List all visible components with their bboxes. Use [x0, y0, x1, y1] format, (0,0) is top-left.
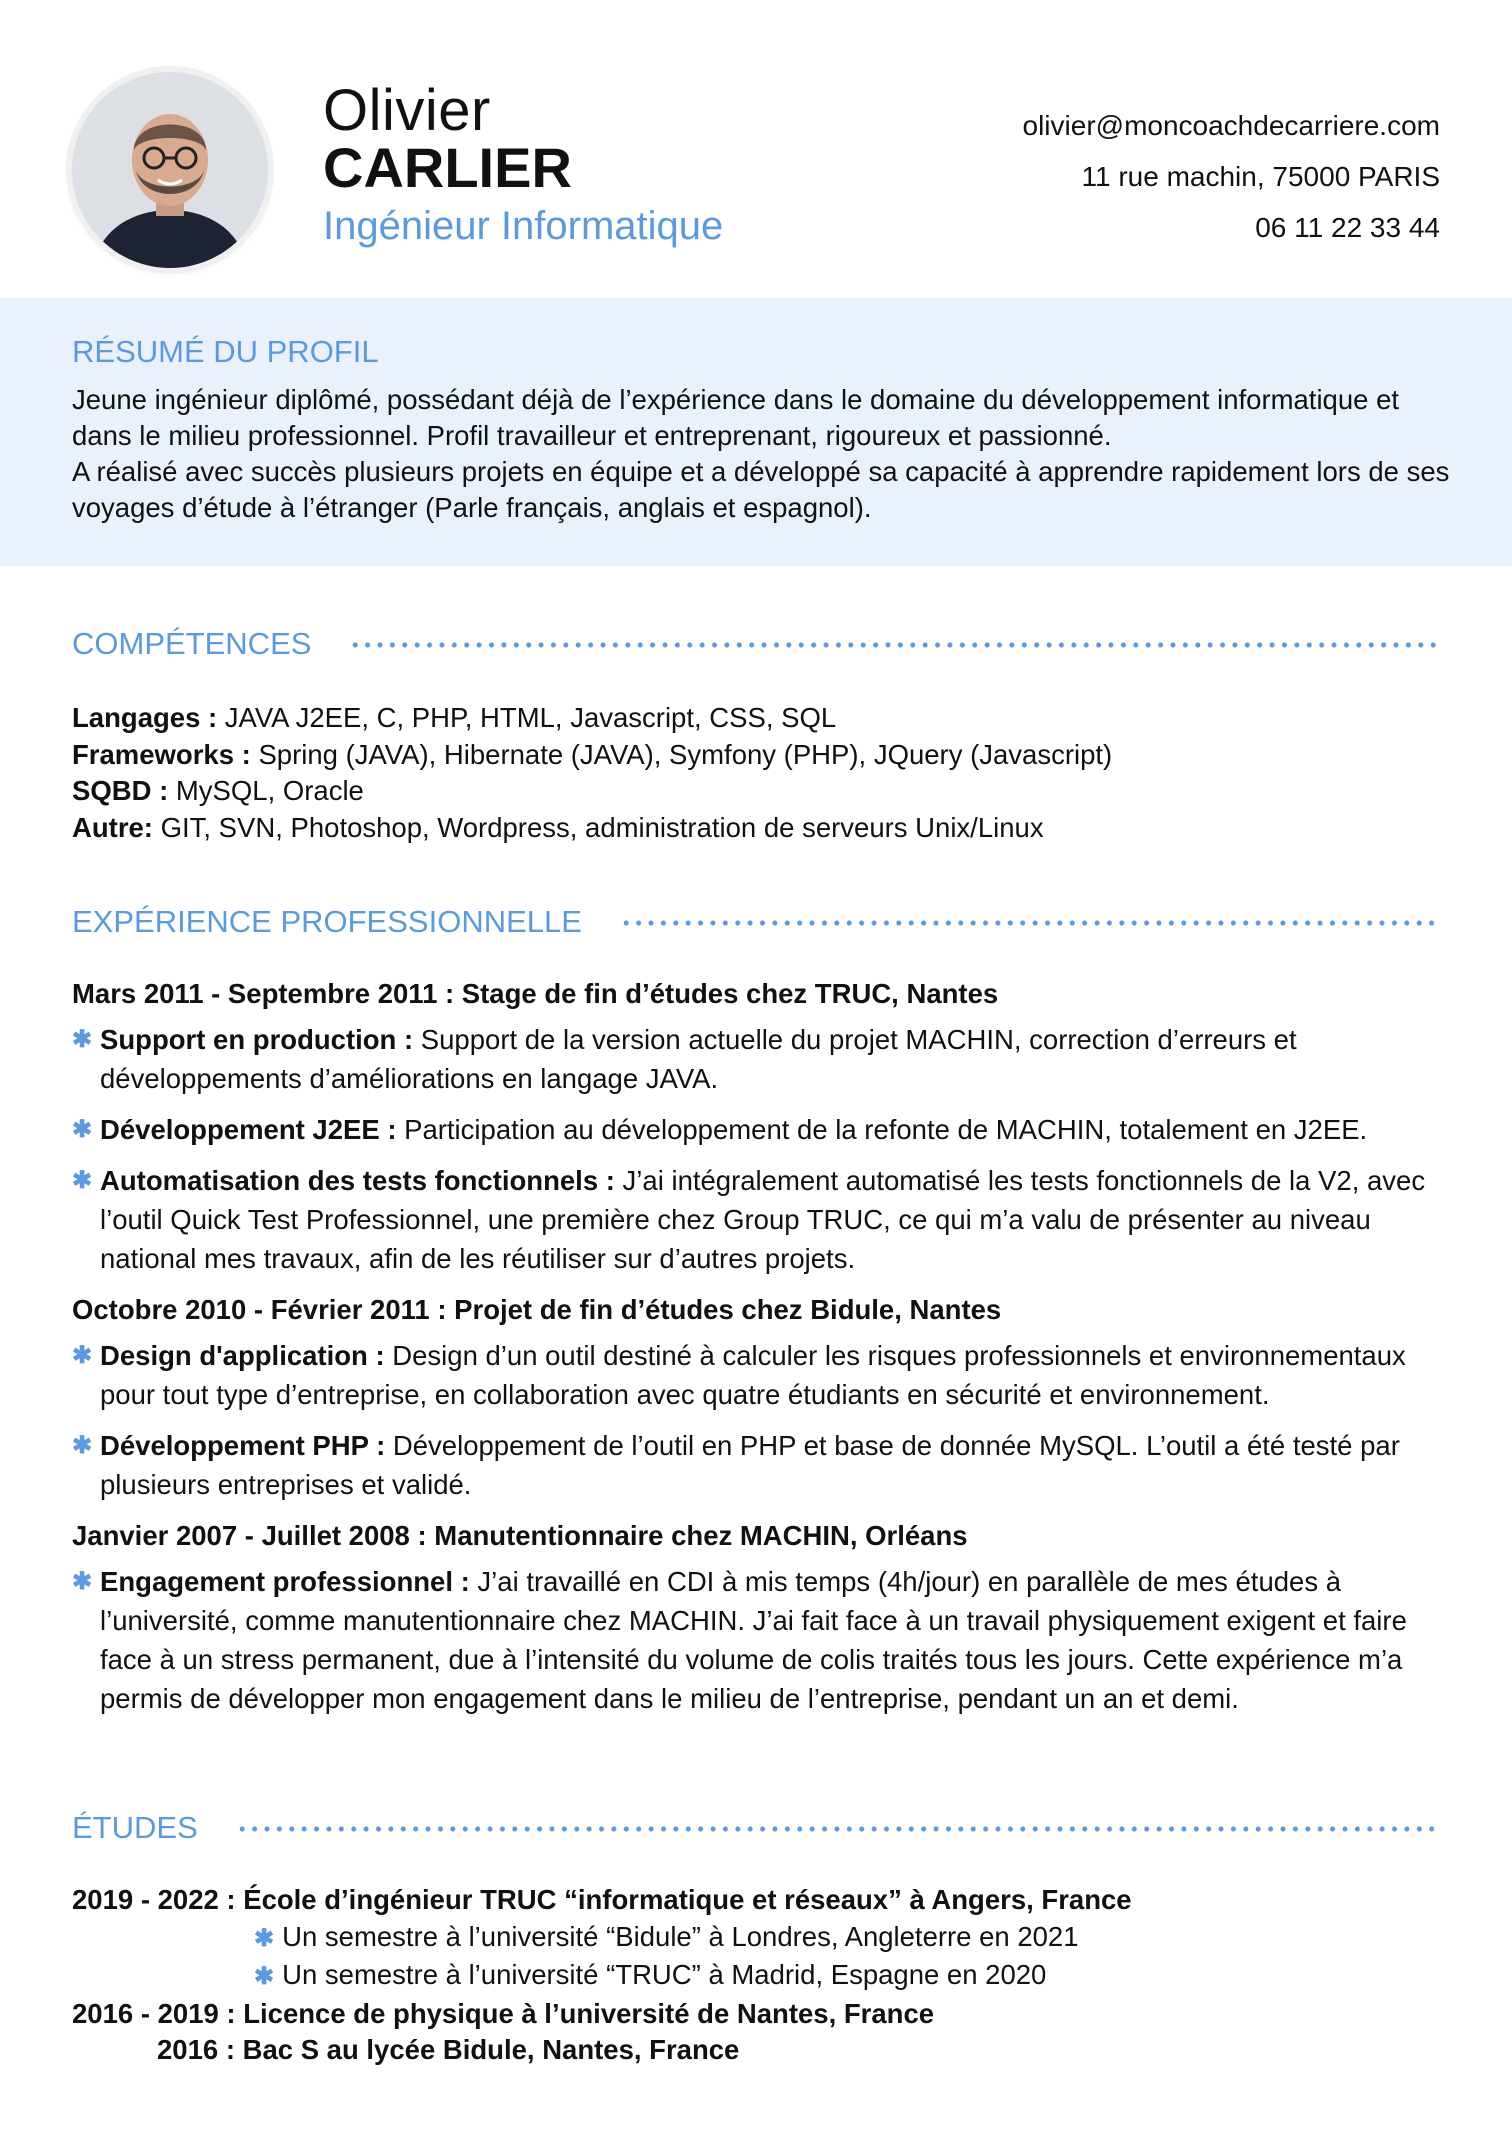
skill-row: Frameworks : Spring (JAVA), Hibernate (JAVA), Symfony (PHP), JQuery (Javascript)	[72, 738, 1113, 770]
skill-row: SQBD : MySQL, Oracle	[72, 775, 364, 806]
profile-photo	[72, 72, 268, 268]
skills-list	[72, 700, 1452, 846]
header	[0, 0, 1512, 298]
job-bullet: ✱ Support en production : Support de la version actuelle du projet MACHIN, correction d’erreurs et développements d’améliorations en langage JAVA.	[72, 1020, 1452, 1098]
experience-title: EXPÉRIENCE PROFESSIONNELLE	[72, 904, 582, 939]
job-bullet: ✱ Design d'application : Design d’un outil destiné à calculer les risques professionnels et environnementaux pour tout type d’entreprise, en collaboration avec quatre étudiants en sécurité et environnement.	[72, 1336, 1452, 1414]
job-heading: Janvier 2007 - Juillet 2008 : Manutentionnaire chez MACHIN, Orléans	[72, 1520, 968, 1551]
job-title: Ingénieur Informatique	[323, 204, 724, 248]
job-bullet: ✱ Développement PHP : Développement de l’outil en PHP et base de donnée MySQL. L’outil a été testé par plusieurs entreprises et validé.	[72, 1426, 1452, 1504]
address-text: 11 rue machin, 75000 PARIS	[1081, 161, 1440, 192]
experience-list	[72, 974, 1452, 1730]
job-heading: Mars 2011 - Septembre 2011 : Stage de fin d’études chez TRUC, Nantes	[72, 978, 999, 1009]
asterisk-bullet-icon: ✱	[254, 1963, 275, 1990]
skills-title: COMPÉTENCES	[72, 626, 312, 661]
profile-summary-section	[0, 298, 1512, 566]
skill-row: Autre: GIT, SVN, Photoshop, Wordpress, administration de serveurs Unix/Linux	[72, 811, 1044, 843]
skill-row: Langages : JAVA J2EE, C, PHP, HTML, Javascript, CSS, SQL	[72, 702, 837, 733]
education-entry: 2016 - 2019 : Licence de physique à l’université de Nantes, France	[72, 1997, 935, 2029]
asterisk-bullet-icon: ✱	[72, 1026, 93, 1053]
job-bullet: ✱ Engagement professionnel : J’ai travaillé en CDI à mis temps (4h/jour) en parallèle de mes études à l’université, comme manutentionnaire chez MACHIN. J’ai fait face à un travail physiquement exigent et faire face à un stress permanent, due à l’intensité du volume de colis traités tous les jours. Cette expérience m’a permis de développer mon engagement dans le milieu de l’entreprise, pendant un an et demi.	[72, 1562, 1452, 1718]
education-title: ÉTUDES	[72, 1810, 198, 1845]
dotted-divider	[620, 920, 1440, 926]
asterisk-bullet-icon: ✱	[72, 1116, 93, 1143]
contact-info	[1023, 100, 1440, 253]
phone-text[interactable]: 06 11 22 33 44	[1255, 212, 1440, 243]
job-bullet: ✱ Automatisation des tests fonctionnels : J’ai intégralement automatisé les tests fonctionnels de la V2, avec l’outil Quick Test Professionnel, une première chez Group TRUC, ce qui m’a valu de présenter au niveau national mes travaux, afin de les réutiliser sur d’autres projets.	[72, 1161, 1452, 1278]
experience-heading	[72, 904, 1440, 940]
asterisk-bullet-icon: ✱	[72, 1167, 93, 1194]
last-name: CARLIER	[323, 136, 572, 199]
asterisk-bullet-icon: ✱	[254, 1924, 275, 1952]
asterisk-bullet-icon: ✱	[72, 1342, 93, 1369]
summary-text	[72, 382, 1452, 526]
education-detail: ✱ Un semestre à l’université “TRUC” à Madrid, Espagne en 2020	[254, 1959, 1047, 1990]
asterisk-bullet-icon: ✱	[72, 1432, 93, 1459]
summary-title: RÉSUMÉ DU PROFIL	[72, 334, 379, 369]
summary-paragraph-2: A réalisé avec succès plusieurs projets en équipe et a développé sa capacité à apprendre rapidement lors de ses voyages d’étude à l’étranger (Parle français, anglais et espagnol).	[72, 456, 1450, 523]
summary-paragraph-1: Jeune ingénieur diplômé, possédant déjà de l’expérience dans le domaine du développement informatique et dans le milieu professionnel. Profil travailleur et entreprenant, rigoureux et passionné.	[72, 384, 1400, 451]
asterisk-bullet-icon: ✱	[72, 1568, 93, 1595]
education-list	[72, 1882, 1452, 2069]
education-heading	[72, 1810, 1440, 1846]
first-name: Olivier	[323, 78, 491, 143]
skills-heading	[72, 626, 1440, 662]
education-detail: ✱ Un semestre à l’université “Bidule” à Londres, Angleterre en 2021	[254, 1920, 1079, 1952]
job-heading: Octobre 2010 - Février 2011 : Projet de fin d’études chez Bidule, Nantes	[72, 1294, 1002, 1325]
education-entry: 2016 : Bac S au lycée Bidule, Nantes, France	[157, 2034, 740, 2065]
job-bullet: ✱ Développement J2EE : Participation au développement de la refonte de MACHIN, totalement en J2EE.	[72, 1110, 1452, 1149]
dotted-divider	[349, 642, 1440, 648]
education-entry: 2019 - 2022 : École d’ingénieur TRUC “informatique et réseaux” à Angers, France	[72, 1884, 1132, 1915]
email-text[interactable]: olivier@moncoachdecarriere.com	[1022, 110, 1440, 141]
dotted-divider	[236, 1826, 1440, 1832]
